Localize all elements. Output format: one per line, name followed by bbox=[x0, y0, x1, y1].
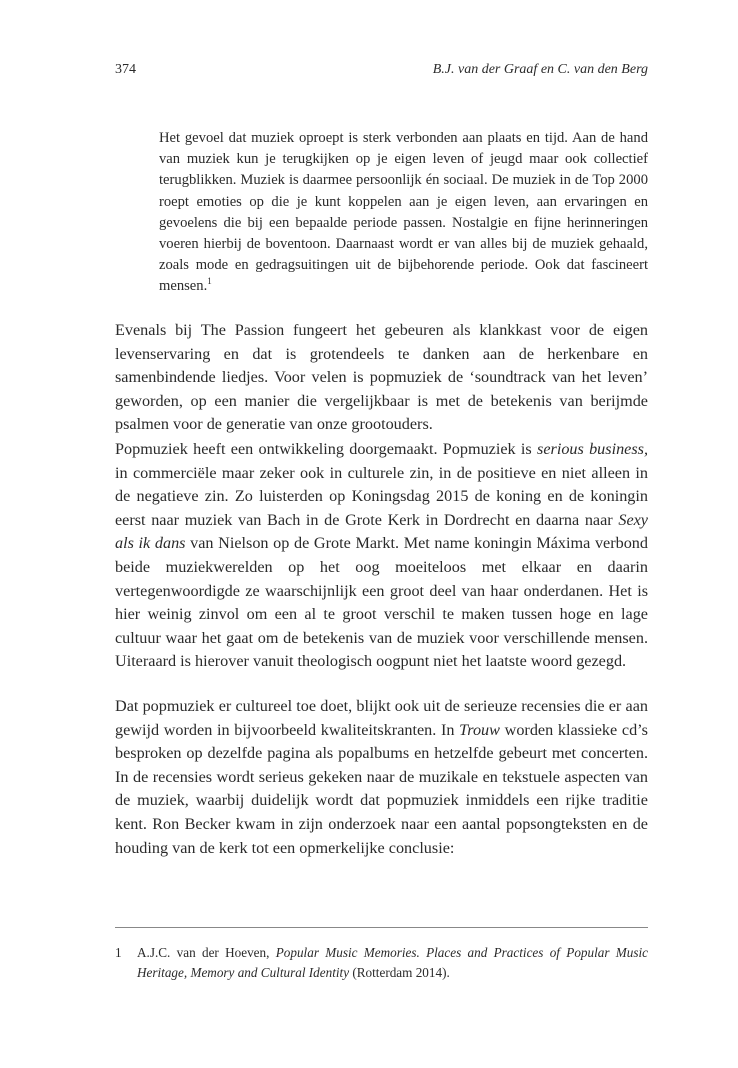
block-quote bbox=[159, 128, 648, 298]
paragraph-2-italic-a: serious business, bbox=[537, 440, 649, 458]
paragraph-2-text-c: van Nielson op de Grote Markt. Met name koningin Máxima verbond beide muziekwerelden op het oog moeiteloos met elkaar en daarin vertegenwoordigde ze waarschijnlijk een groot deel van haar onderdanen. Het is hier weinig zinvol om een al te groot verschil te maken tussen hoge en lage cultuur waar het gaat om de betekenis van de muziek voor verschillende mensen. Uiteraard is hierover vanuit theologisch oogpunt niet het laatste woord gezegd. bbox=[115, 534, 648, 671]
paragraph-3-italic-a: Trouw bbox=[459, 720, 500, 739]
footnote-number: 1 bbox=[115, 945, 122, 960]
footnote-reference[interactable]: 1 bbox=[207, 276, 212, 287]
footnote-text bbox=[137, 943, 648, 983]
paragraph-3-text-b: worden klassieke cd’s besproken op dezelfde pagina als popalbums en hetzelfde gebeurt met concerten. In de recensies wordt serieus gekeken naar de muzikale en tekstuele aspecten van de muziek, waarbij duidelijk wordt dat popmuziek inmiddels een rijke traditie kent. Ron Becker kwam in zijn onderzoek naar een aantal popsongteksten en de houding van de kerk tot een opmerkelijke conclusie: bbox=[115, 720, 648, 857]
paragraph-1 bbox=[115, 319, 648, 437]
footnote-title: Popular Music Memories. Places and Practices of Popular Music Heritage, Memory and Cultural Identity bbox=[137, 945, 649, 980]
page-number: 374 bbox=[115, 62, 136, 77]
running-head: B.J. van der Graaf en C. van den Berg bbox=[432, 62, 648, 77]
page-header bbox=[115, 62, 648, 84]
paragraph-2 bbox=[115, 438, 648, 674]
footnote-divider bbox=[115, 927, 648, 928]
paragraph-3 bbox=[115, 695, 648, 860]
paragraph-2-italic-b: Sexy als ik dans bbox=[115, 510, 648, 553]
paragraph-3-text-a: Dat popmuziek er cultureel toe doet, blijkt ook uit de serieuze recensies die er aan gewijd worden in bijvoorbeeld kwaliteitskranten. In bbox=[115, 697, 648, 739]
footnote-rest: (Rotterdam 2014). bbox=[349, 965, 450, 980]
paragraph-2-text-a: Popmuziek heeft een ontwikkeling doorgemaakt. Popmuziek is bbox=[115, 440, 538, 458]
quote-text: Het gevoel dat muziek oproept is sterk verbonden aan plaats en tijd. Aan de hand van muziek kun je terugkijken op je eigen leven of jeugd maar ook collectief terugblikken. Muziek is daarmee persoonlijk én sociaal. De muziek in de Top 2000 roept emoties op die je kunt koppelen aan je eigen leven, aan ervaringen en gevoelens die bij een bepaalde periode passen. Nostalgie en fijne herinneringen voeren hierbij de boventoon. Daarnaast wordt er van alles bij de muziek gehaald, zoals mode en gedragsuitingen uit de bijbehorende periode. Ook dat fascineert mensen. bbox=[159, 130, 648, 295]
footnote-author: A.J.C. van der Hoeven, bbox=[137, 945, 276, 960]
paragraph-1-text: Evenals bij The Passion fungeert het gebeuren als klankkast voor de eigen levenservaring en dat is grotendeels te danken aan de herkenbare en samenbindende liedjes. Voor velen is popmuziek de ‘soundtrack van het leven’ geworden, op een manier die vergelijkbaar is met de betekenis van berijmde psalmen voor de generatie van onze grootouders. bbox=[115, 321, 648, 434]
paragraph-2-text-b: in commerciële maar zeker ook in culturele zin, in de positieve en niet alleen in de negatieve zin. Zo luisterden op Koningsdag 2015 de koning en de koningin eerst naar muziek van Bach in de Grote Kerk in Dordrecht en daarna naar bbox=[115, 463, 648, 529]
